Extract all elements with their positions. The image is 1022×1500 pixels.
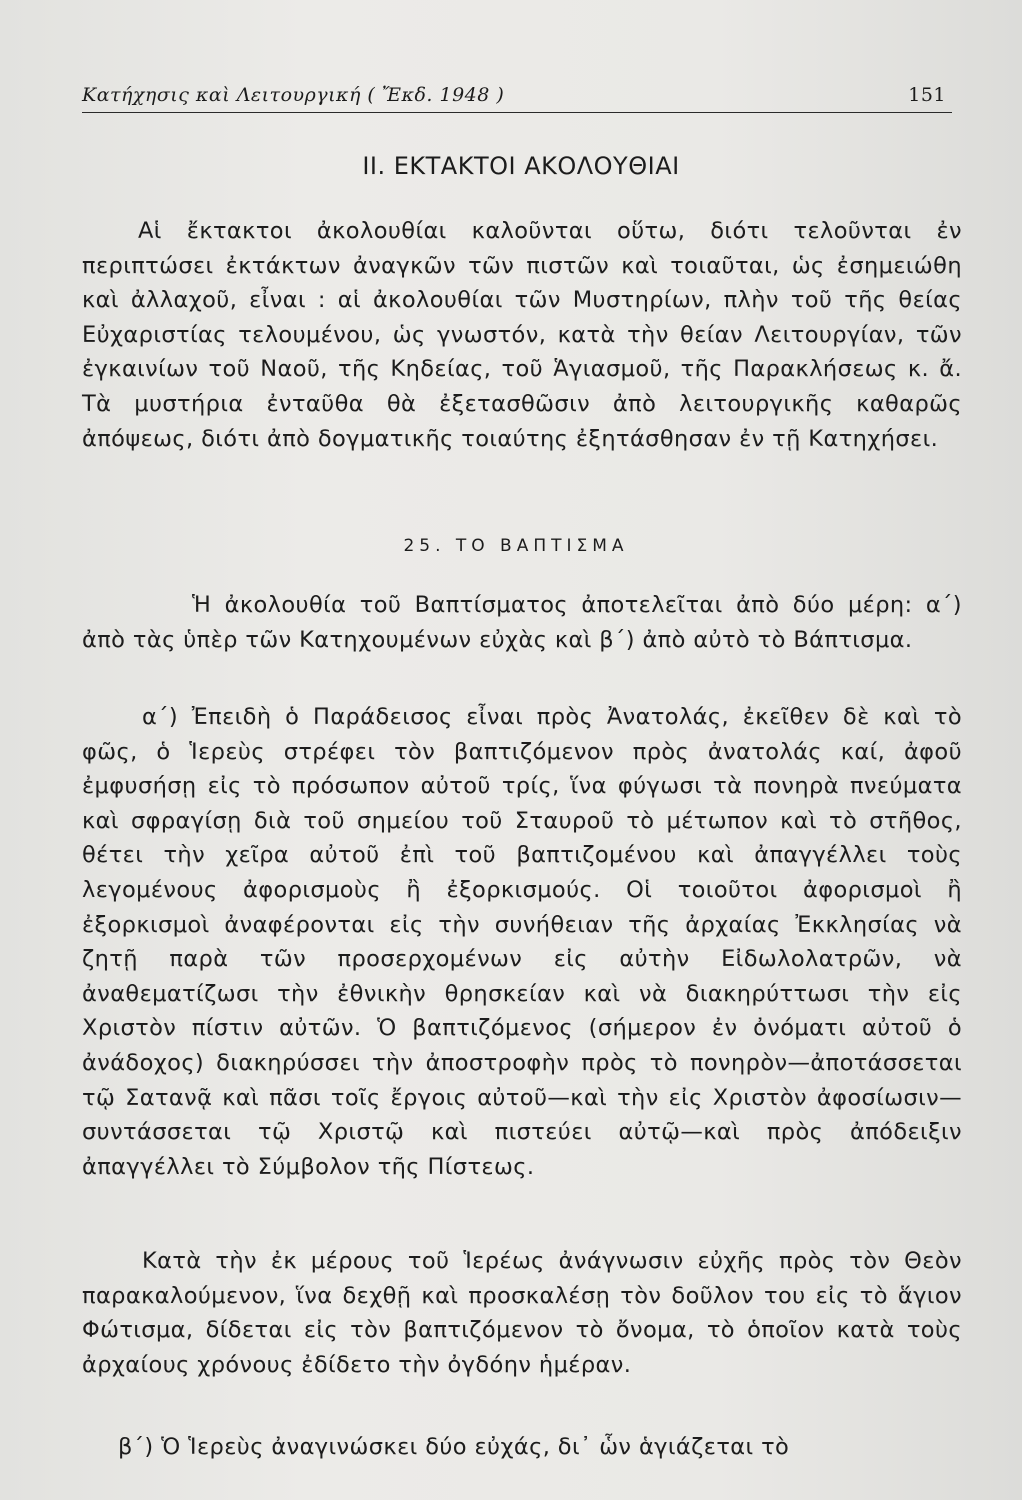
paragraph: Ἡ ἀκολουθία τοῦ Βαπτίσματος ἀποτελεῖται ἀπὸ δύο μέρη: α΄) ἀπὸ τὰς ὑπὲρ τῶν Κατηχουμένων εὐχὰς καὶ β΄) ἀπὸ αὐτὸ τὸ Βάπτισμα. [82,592,962,653]
page-number: 151 [908,84,946,106]
intro-paragraph: Αἱ ἔκτακτοι ἀκολουθίαι καλοῦνται οὕτω, διότι τελοῦνται ἐν περιπτώσει ἐκτάκτων ἀναγκῶν τῶν πιστῶν καὶ τοιαῦται, ὡς ἐσημειώθη καὶ ἀλλαχοῦ, εἶναι : αἱ ἀκολουθίαι τῶν Μυστηρίων, πλὴν τοῦ τῆς θείας Εὐχαριστίας τελουμένου, ὡς γνωστόν, κατὰ τὴν θείαν Λειτουργίαν, τῶν ἐγκαινίων τοῦ Ναοῦ, τῆς Κηδείας, τοῦ Ἁγιασμοῦ, τῆς Παρακλήσεως κ. ἄ. Τὰ μυστήρια ἐνταῦθα θὰ ἐξετασθῶσιν ἀπὸ λειτουργικῆς καθαρῶς ἀπόψεως, διότι ἀπὸ δογματικῆς τοιαύτης ἐξητάσθησαν ἐν τῇ Κατηχήσει. [82,218,962,452]
paragraph: α΄) Ἐπειδὴ ὁ Παράδεισος εἶναι πρὸς Ἀνατολάς, ἐκεῖθεν δὲ καὶ τὸ φῶς, ὁ Ἱερεὺς στρέφει τὸν βαπτιζόμενον πρὸς ἀνατολάς καί, ἀφοῦ ἐμφυσήσῃ εἰς τὸ πρόσωπον αὐτοῦ τρίς, ἵνα φύγωσι τὰ πονηρὰ πνεύματα καὶ σφραγίσῃ διὰ τοῦ σημείου τοῦ Σταυροῦ τὸ μέτωπον καὶ τὸ στῆθος, θέτει τὴν χεῖρα αὐτοῦ ἐπὶ τοῦ βαπτιζομένου καὶ ἀπαγγέλλει τοὺς λεγομένους ἀφορισμοὺς ἢ ἐξορκισμούς. Οἱ τοιοῦτοι ἀφορισμοὶ ἢ ἐξορκισμοὶ ἀναφέρονται εἰς τὴν συνήθειαν τῆς ἀρχαίας Ἐκκλησίας νὰ ζητῇ παρὰ τῶν προσερχομένων εἰς αὐτὴν Εἰδωλολατρῶν, νὰ ἀναθεματίζωσι τὴν ἐθνικὴν θρησκείαν καὶ νὰ διακηρύττωσι τὴν εἰς Χριστὸν πίστιν αὐτῶν. Ὁ βαπτιζόμενος (σήμερον ἐν ὀνόματι αὐτοῦ ὁ ἀνάδοχος) διακηρύσσει τὴν ἀποστροφὴν πρὸς τὸ πονηρὸν—ἀποτάσσεται τῷ Σατανᾷ καὶ πᾶσι τοῖς ἔργοις αὐτοῦ—καὶ τὴν εἰς Χριστὸν ἀφοσίωσιν—συντάσσεται τῷ Χριστῷ καὶ πιστεύει αὐτῷ—καὶ πρὸς ἀπόδειξιν ἀπαγγέλλει τὸ Σύμβολον τῆς Πίστεως. [82,704,962,1180]
section-title: ΙΙ. ΕΚΤΑΚΤΟΙ ΑΚΟΛΟΥΘΙΑΙ [362,152,680,180]
chapter-title: 25. ΤΟ ΒΑΠΤΙΣΜΑ [403,536,629,556]
paragraph: Κατὰ τὴν ἐκ μέρους τοῦ Ἱερέως ἀνάγνωσιν εὐχῆς πρὸς τὸν Θεὸν παρακαλούμενον, ἵνα δεχθῇ καὶ προσκαλέσῃ τὸν δοῦλον του εἰς τὸ ἅγιον Φώτισμα, δίδεται εἰς τὸν βαπτιζόμενον τὸ ὄνομα, τὸ ὁποῖον κατὰ τοὺς ἀρχαίους χρόνους ἐδίδετο τὴν ὀγδόην ἡμέραν. [82,1248,962,1378]
running-title: Κατήχησις καὶ Λειτουργική ( Ἔκδ. 1948 ) [82,84,505,106]
page-header [82,80,952,113]
paragraph: β΄) Ὁ Ἱερεὺς ἀναγινώσκει δύο εὐχάς, δι᾿ ὧν ἁγιάζεται τὸ [118,1434,790,1460]
